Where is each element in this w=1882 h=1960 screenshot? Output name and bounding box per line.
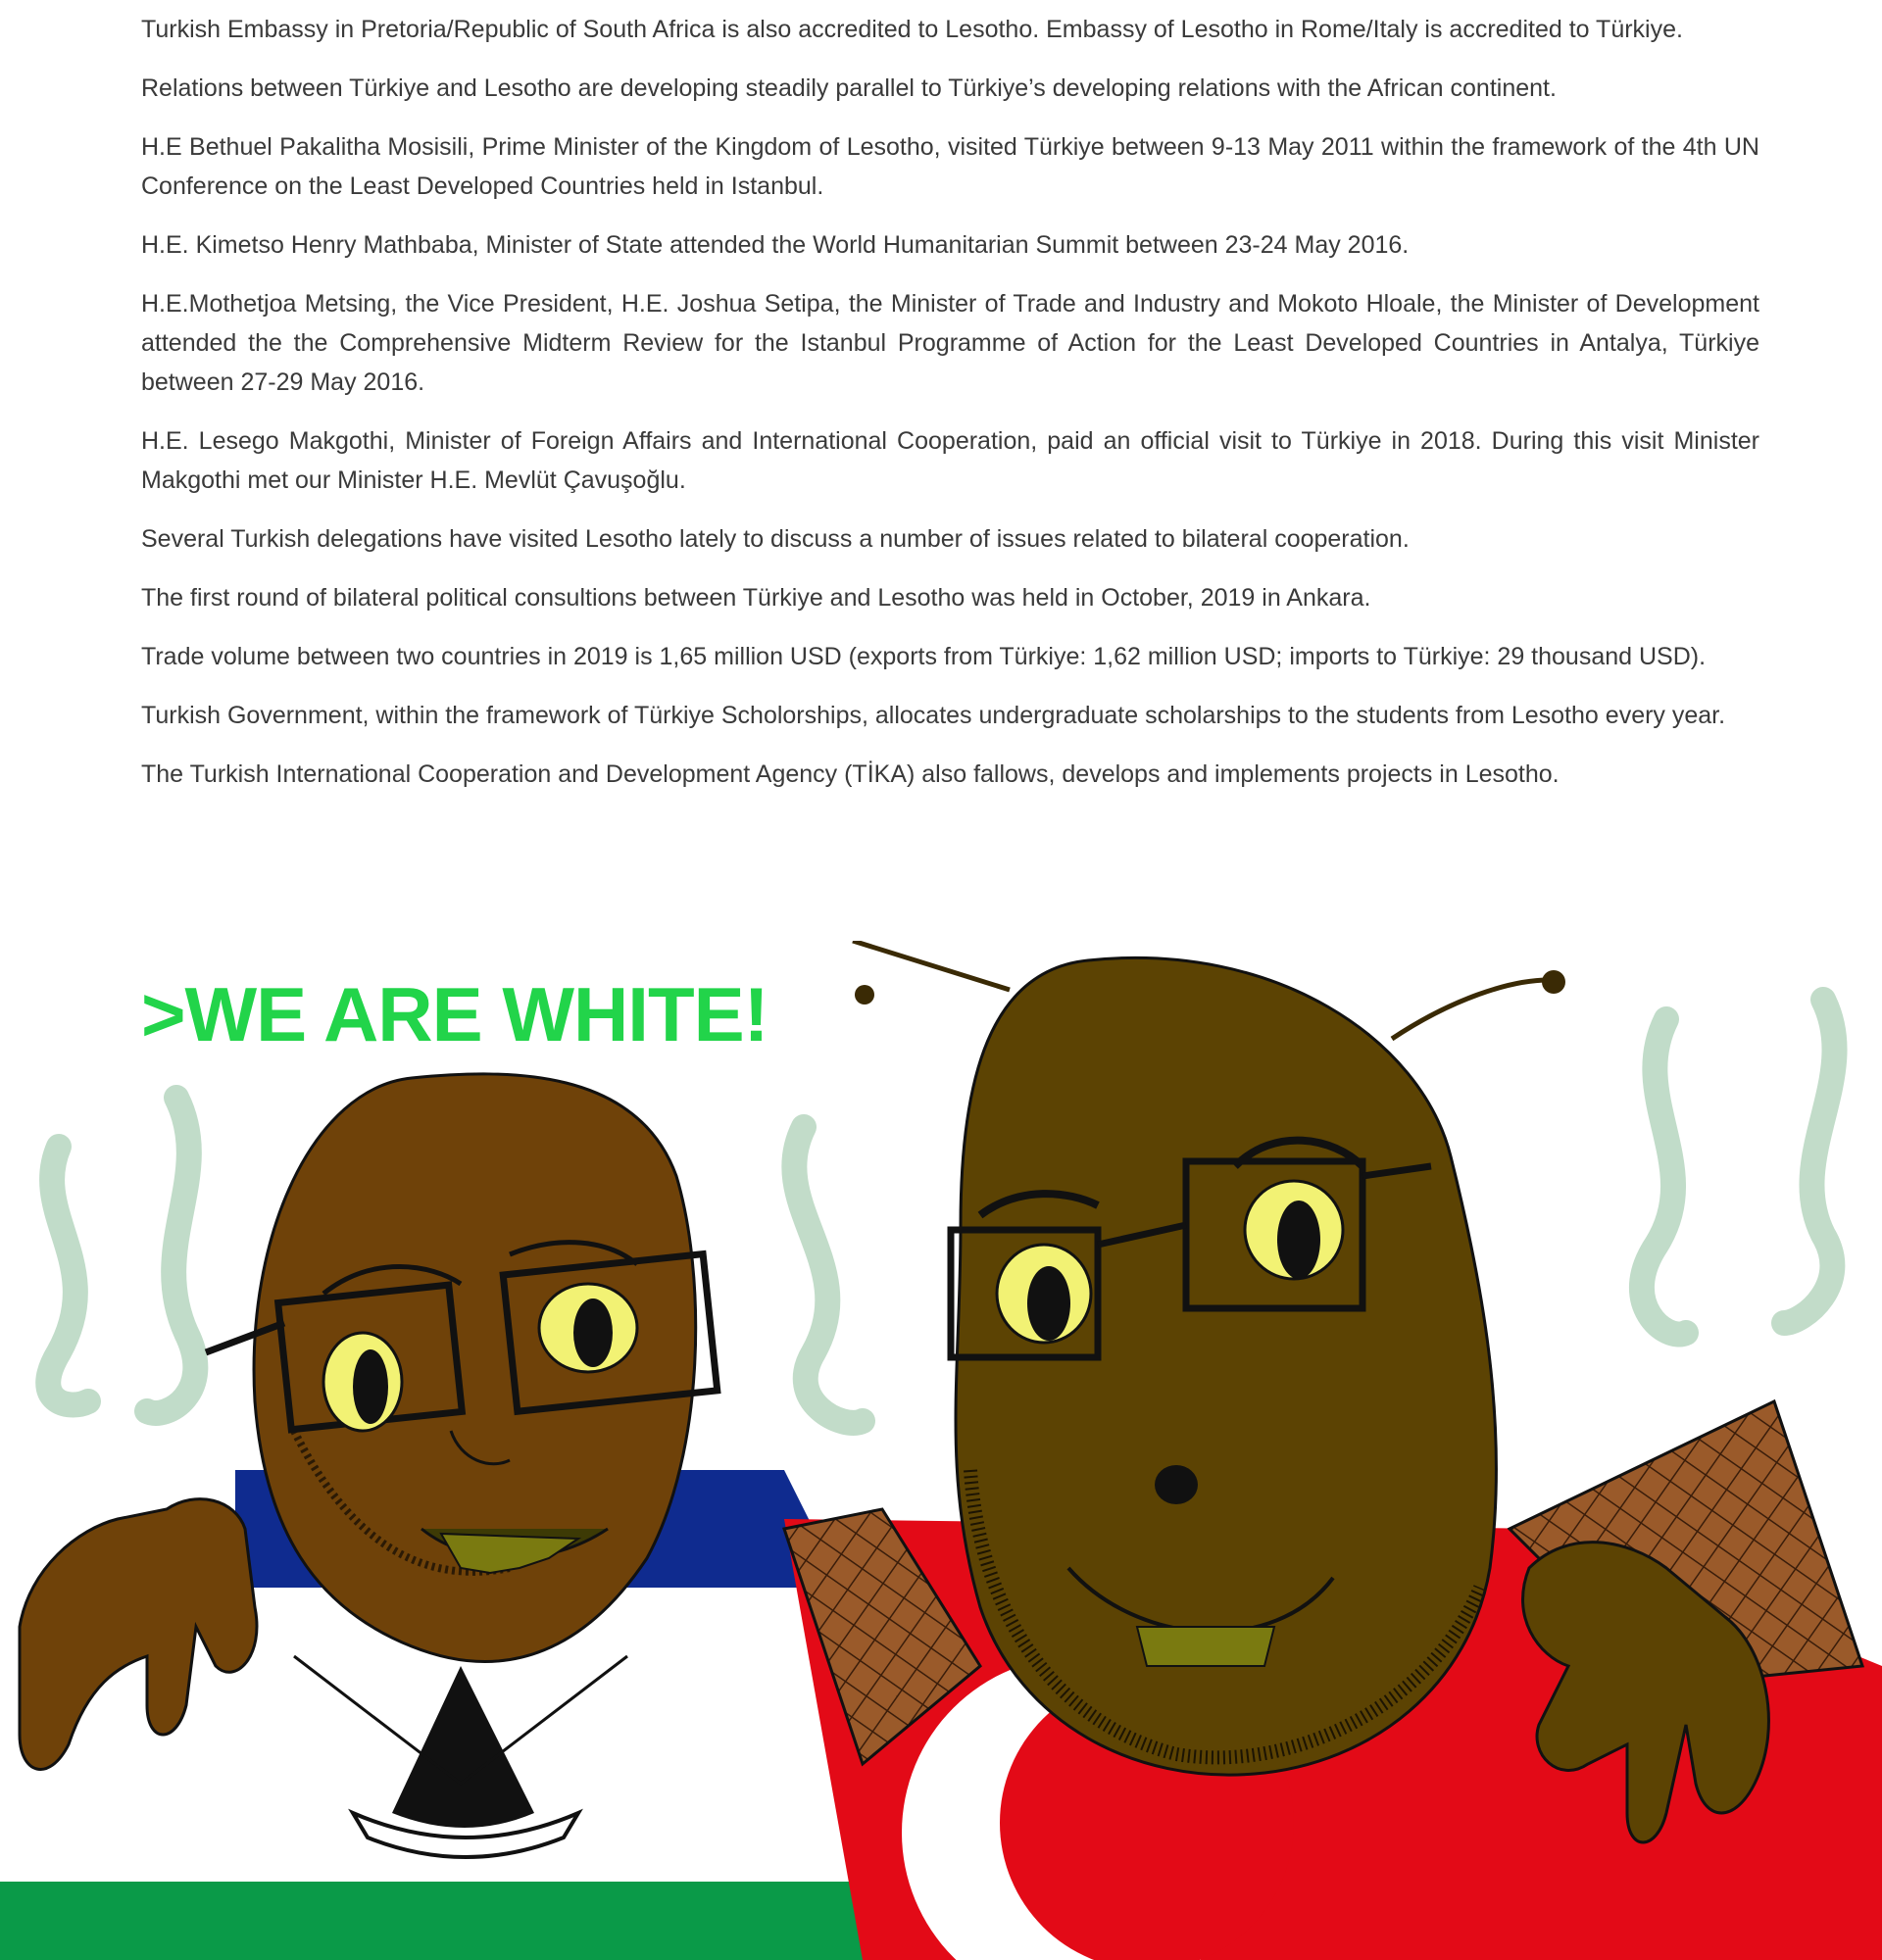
meme-illustration	[0, 941, 1882, 1960]
meme-caption: >WE ARE WHITE!	[141, 971, 768, 1057]
paragraph: Relations between Türkiye and Lesotho are developing steadily parallel to Türkiye’s developing relations with the African continent.	[141, 74, 1557, 102]
paragraph: H.E.Mothetjoa Metsing, the Vice President, H.E. Joshua Setipa, the Minister of Trade and Industry and Mokoto Hloale, the Minister of Development attended the the Comprehensive Midterm Review for the Istanbul Programme of Action for the Least Developed Countries in Antalya, Türkiye between 27-29 May 2016.	[141, 290, 1759, 396]
paragraph: Turkish Government, within the framework of Türkiye Scholorships, allocates undergraduate scholarships to the students from Lesotho every year.	[141, 702, 1726, 729]
paragraph: The first round of bilateral political consultions between Türkiye and Lesotho was held in October, 2019 in Ankara.	[141, 584, 1371, 612]
paragraph: H.E. Kimetso Henry Mathbaba, Minister of State attended the World Humanitarian Summit between 23-24 May 2016.	[141, 231, 1410, 259]
paragraph: H.E Bethuel Pakalitha Mosisili, Prime Minister of the Kingdom of Lesotho, visited Türkiye between 9-13 May 2011 within the framework of the 4th UN Conference on the Least Developed Countries held in Istanbul.	[141, 133, 1759, 200]
paragraph: The Turkish International Cooperation and Development Agency (TİKA) also fallows, develops and implements projects in Lesotho.	[141, 760, 1560, 788]
paragraph: Turkish Embassy in Pretoria/Republic of South Africa is also accredited to Lesotho. Embassy of Lesotho in Rome/Italy is accredited to Türkiye.	[141, 16, 1683, 43]
article-text	[141, 10, 1759, 813]
paragraph: Several Turkish delegations have visited Lesotho lately to discuss a number of issues related to bilateral cooperation.	[141, 525, 1410, 553]
paragraph: Trade volume between two countries in 2019 is 1,65 million USD (exports from Türkiye: 1,62 million USD; imports to Türkiye: 29 thousand USD).	[141, 643, 1707, 670]
paragraph: H.E. Lesego Makgothi, Minister of Foreign Affairs and International Cooperation, paid an official visit to Türkiye in 2018. During this visit Minister Makgothi met our Minister H.E. Mevlüt Çavuşoğlu.	[141, 427, 1759, 494]
